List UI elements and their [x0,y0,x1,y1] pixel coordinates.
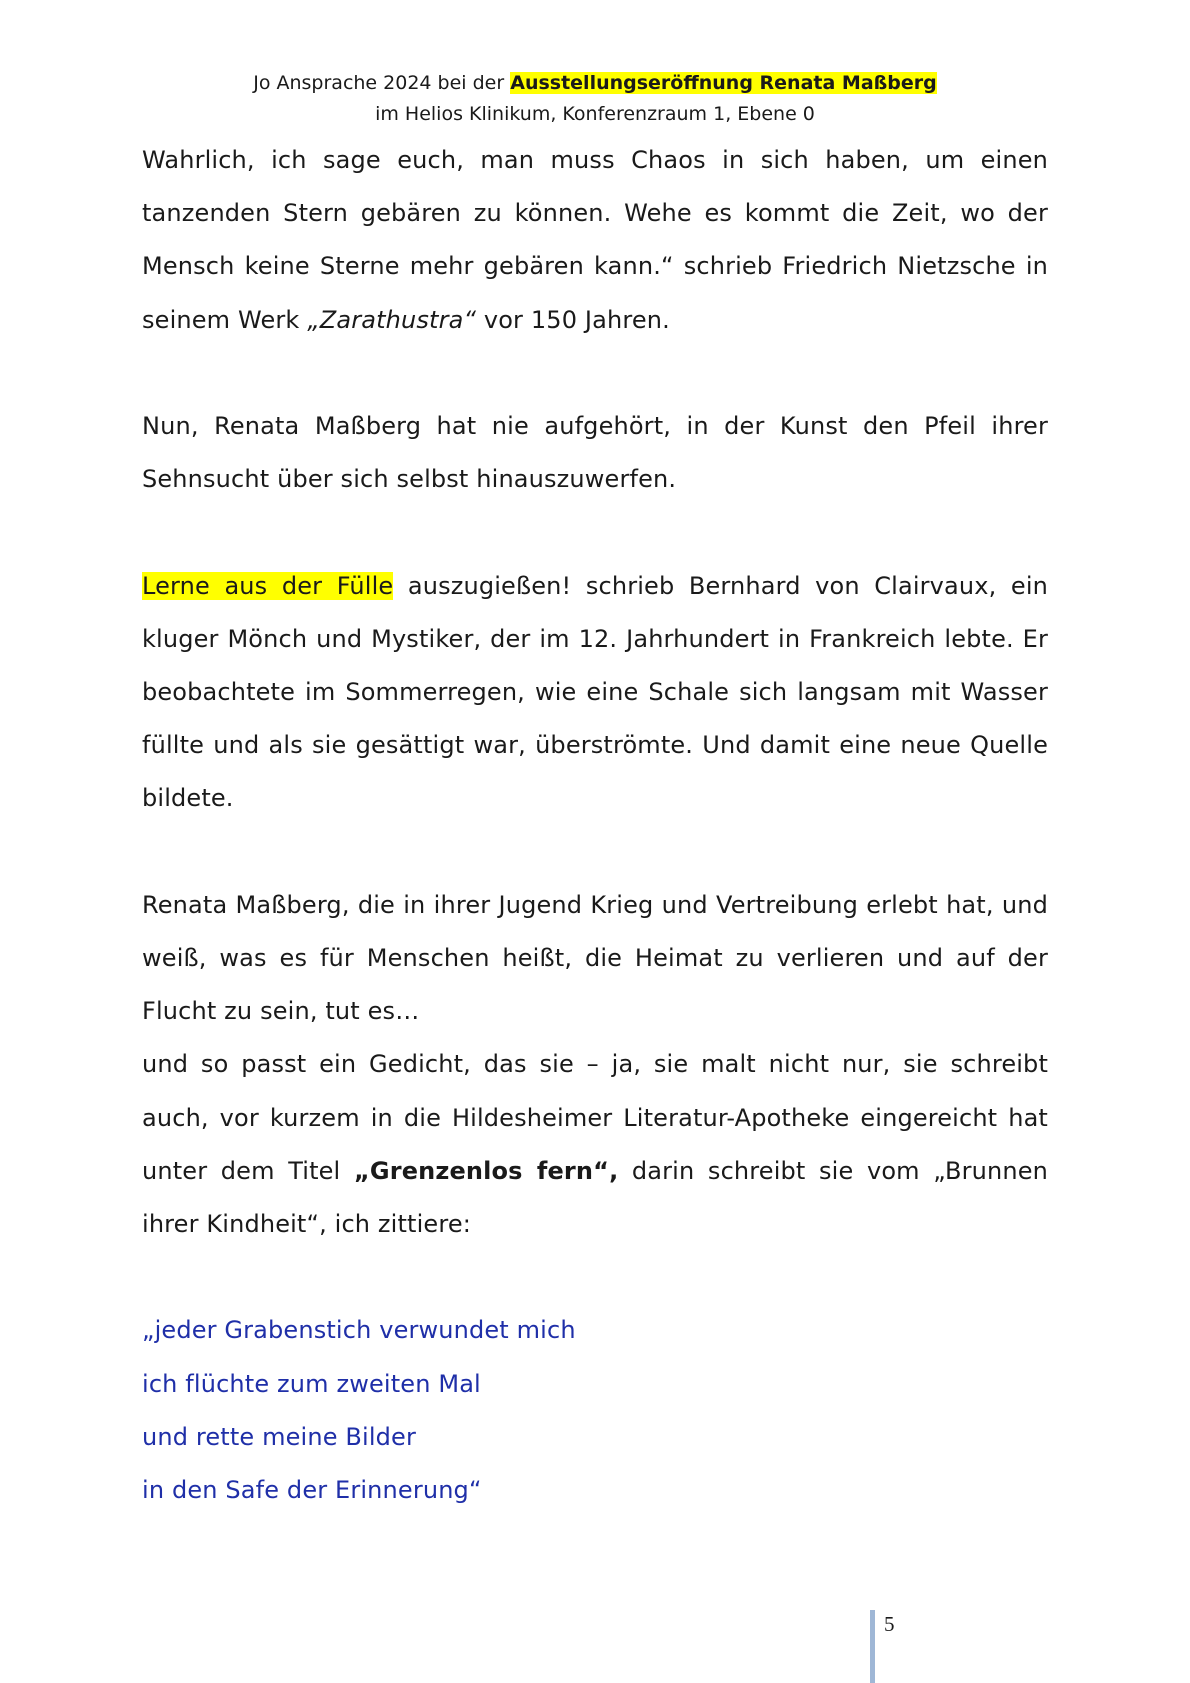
paragraph-poem-intro [142,1038,1048,1251]
page-number: 5 [884,1612,895,1636]
paragraph-text: Wahrlich, ich sage euch, man muss Chaos in sich haben, um einen tanzenden Stern gebären zu können. Wehe es kommt die Zeit, wo der Mensch keine Sterne mehr gebären kann.“ schrieb Friedrich Nietzsche in seinem Werk [142,146,1048,334]
paragraph-text: darin schreibt sie vom „Brunnen ihrer Kindheit“, ich zittiere: [142,1156,1048,1239]
paragraph-biography: Renata Maßberg, die in ihrer Jugend Krieg und Vertreibung erlebt hat, und weiß, was es für Menschen heißt, die Heimat zu verlieren und auf der Flucht zu sein, tut es… [142,890,1048,1026]
poem-title: „Grenzenlos fern“, [353,1156,619,1185]
poem-line: „jeder Grabenstich verwundet mich [142,1316,576,1345]
paragraph-text: auszugießen! schrieb Bernhard von Clairvaux, ein kluger Mönch und Mystiker, der im 12. Jahrhundert in Frankreich lebte. Er beobachtete im Sommerregen, wie eine Schale sich langsam mit Wasser füllte und als sie gesättigt war, überströmte. Und damit eine neue Quelle bildete. [142,571,1049,813]
header-line-1 [0,68,1190,99]
footer-divider-bar [870,1610,875,1683]
poem-line: ich flüchte zum zweiten Mal [142,1369,481,1398]
highlighted-quote: Lerne aus der Fülle [142,571,394,600]
header-prefix: Jo Ansprache 2024 bei der [253,72,511,94]
poem-line: in den Safe der Erinnerung“ [142,1476,482,1505]
poem-line: und rette meine Bilder [142,1422,416,1451]
paragraph-nietzsche [142,134,1048,347]
document-body [142,134,1048,1517]
paragraph-text: vor 150 Jahren. [476,305,670,334]
header-highlight-title: Ausstellungseröffnung Renata Maßberg [510,72,937,94]
header-line-2: im Helios Klinikum, Konferenzraum 1, Ebene 0 [375,103,815,125]
work-title: „Zarathustra“ [307,305,477,334]
paragraph-clairvaux [142,560,1048,826]
paragraph-text: und so passt ein Gedicht, das sie – ja, sie malt nicht nur, sie schreibt auch, vor kurzem in die Hildesheimer Literatur-Apotheke eingereicht hat unter dem Titel [142,1050,1048,1185]
page-header [0,68,1190,130]
paragraph-massberg-art: Nun, Renata Maßberg hat nie aufgehört, in der Kunst den Pfeil ihrer Sehnsucht über sich selbst hinauszuwerfen. [142,412,1048,494]
